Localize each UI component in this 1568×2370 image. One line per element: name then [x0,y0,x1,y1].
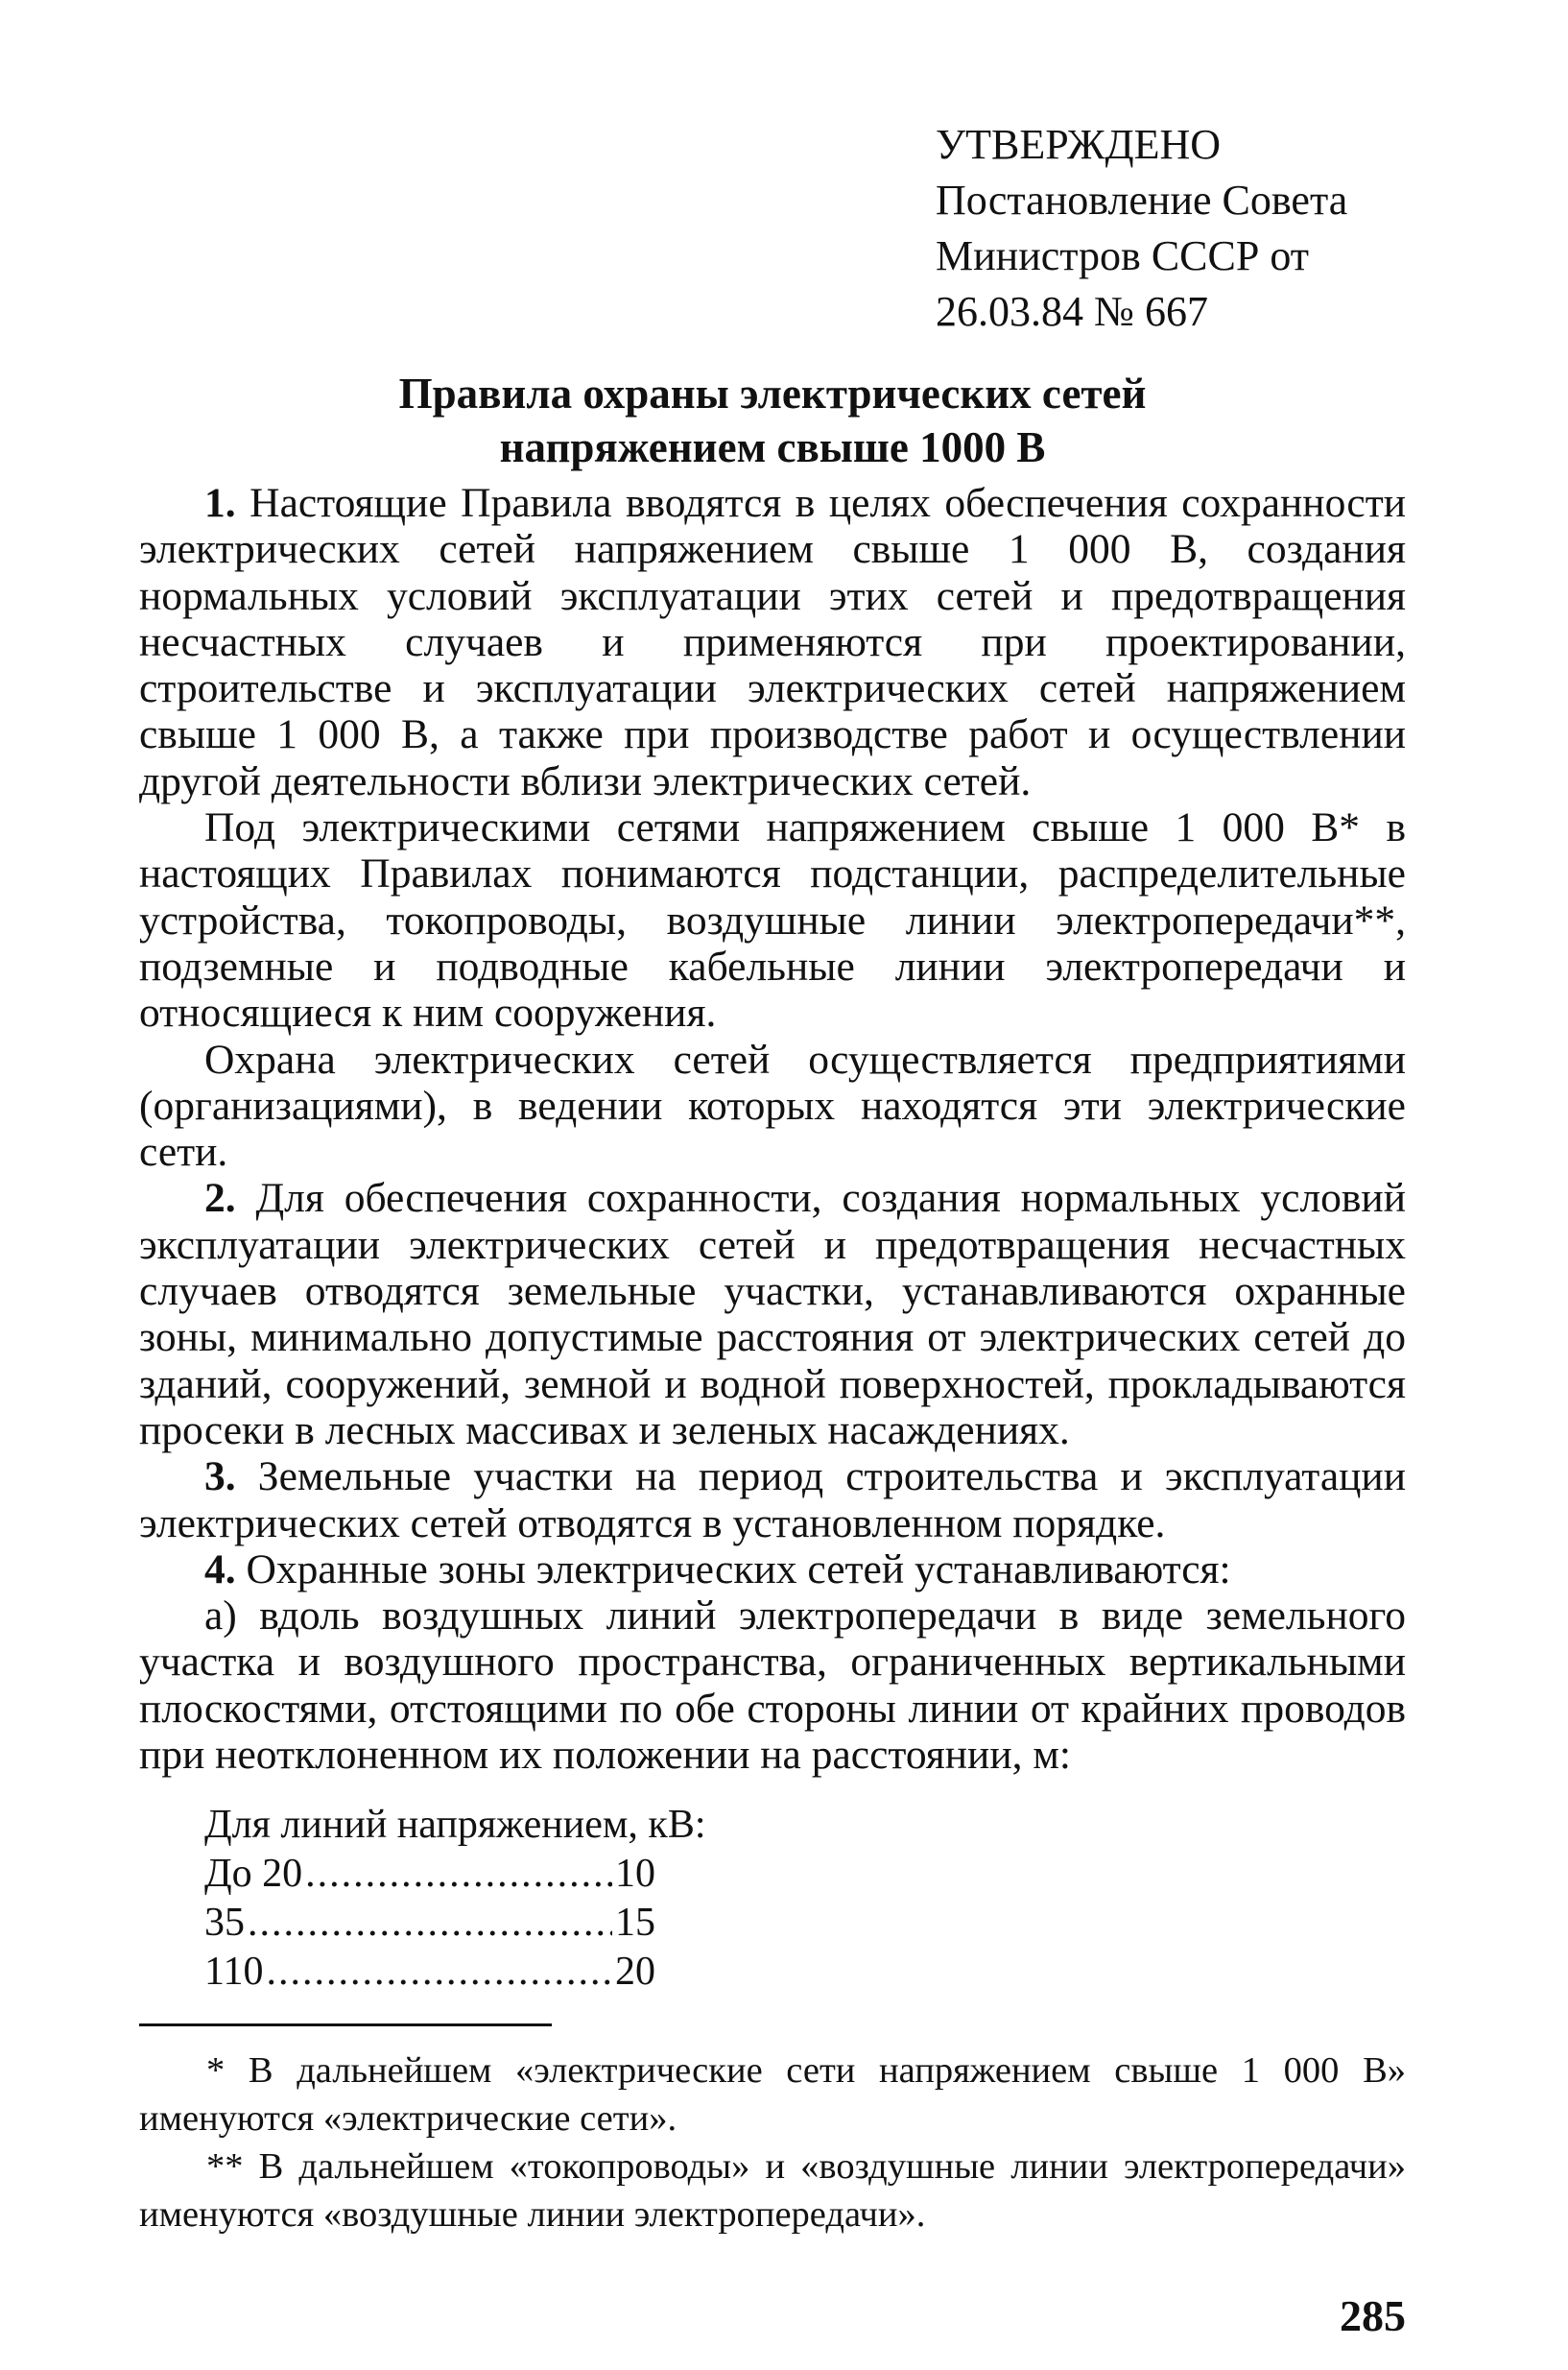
title-line: Правила охраны электрических сетей [398,370,1147,418]
zone-row [204,1948,655,1997]
paragraph-text: Охрана электрических сетей осуществляется предприятиями (организациями), в ведении которых находятся эти электрические сети. [139,1036,1406,1176]
approval-line: УТВЕРЖДЕНО [936,121,1222,168]
zone-voltage: До 20 [204,1852,303,1896]
approval-line: 26.03.84 № 667 [936,288,1208,335]
zone-distance: 20 [615,1950,655,1994]
approval-line: Министров СССР от [936,232,1309,279]
paragraph [139,1175,1406,1453]
page-number: 285 [1340,2291,1406,2340]
document-body [139,480,1406,1778]
paragraph-number: 3. [204,1453,236,1500]
paragraph-number: 2. [204,1175,236,1222]
footnote: * В дальнейшем «электрические сети напряжением свыше 1 000 В» именуются «электрические сети». [139,2050,1406,2139]
dot-leader [248,1899,612,1948]
approval-line: Постановление Совета [936,177,1348,224]
approval-stamp [936,117,1473,340]
document-title [139,367,1406,474]
paragraph-text: а) вдоль воздушных линий электропередачи в виде земельного участка и воздушного пространства, ограниченных вертикальными плоскостями, отстоящими по обе стороны линии от крайних проводов при неотклоненном их положении на расстоянии, м: [139,1592,1406,1779]
paragraph-number: 1. [204,480,236,526]
title-line: напряжением свыше 1000 В [499,423,1046,471]
paragraph [139,1592,1406,1778]
footnotes [139,2047,1406,2238]
paragraph [139,1453,1406,1546]
paragraph-text: Под электрическими сетями напряжением свыше 1 000 В* в настоящих Правилах понимаются подстанции, распределительные устройства, токопроводы, воздушные линии электропередачи**, подземные и подводные кабельные линии электропередачи и относящиеся к ним сооружения. [139,804,1406,1037]
paragraph [139,480,1406,804]
paragraph [139,804,1406,1036]
paragraph-text: Настоящие Правила вводятся в целях обеспечения сохранности электрических сетей напряжением свыше 1 000 В, создания нормальных условий эксплуатации этих сетей и предотвращения несчастных случаев и применяются при проектировании, строительстве и эксплуатации электрических сетей напряжением свыше 1 000 В, а также при производстве работ и осуществлении другой деятельности вблизи электрических сетей. [139,480,1406,804]
paragraph-text: Земельные участки на период строительства и эксплуатации электрических сетей отводятся в установленном порядке. [139,1453,1406,1546]
zone-voltage: 110 [204,1950,264,1994]
paragraph-text: Для обеспечения сохранности, создания нормальных условий эксплуатации электрических сетей и предотвращения несчастных случаев отводятся земельные участки, устанавливаются охранные зоны, минимально допустимые расстояния от электрических сетей до зданий, сооружений, земной и водной поверхностей, прокладываются просеки в лесных массивах и зеленых насаждениях. [139,1175,1406,1453]
dot-leader [266,1948,612,1997]
zone-distance: 15 [615,1901,655,1945]
zone-row [204,1899,655,1948]
zone-row [204,1850,655,1899]
dot-leader [305,1850,612,1899]
paragraph-number: 4. [204,1545,236,1592]
paragraph [139,1037,1406,1176]
zone-voltage: 35 [204,1901,245,1945]
protection-zone-table [204,1801,706,1997]
zone-table-heading: Для линий напряжением, кВ: [204,1803,706,1847]
footnote: ** В дальнейшем «токопроводы» и «воздушные линии электропередачи» именуются «воздушные линии электропередачи». [139,2146,1406,2235]
paragraph [139,1546,1406,1592]
paragraph-text: Охранные зоны электрических сетей устанавливаются: [235,1545,1231,1592]
footnote-divider [139,2023,552,2026]
zone-distance: 10 [615,1852,655,1896]
